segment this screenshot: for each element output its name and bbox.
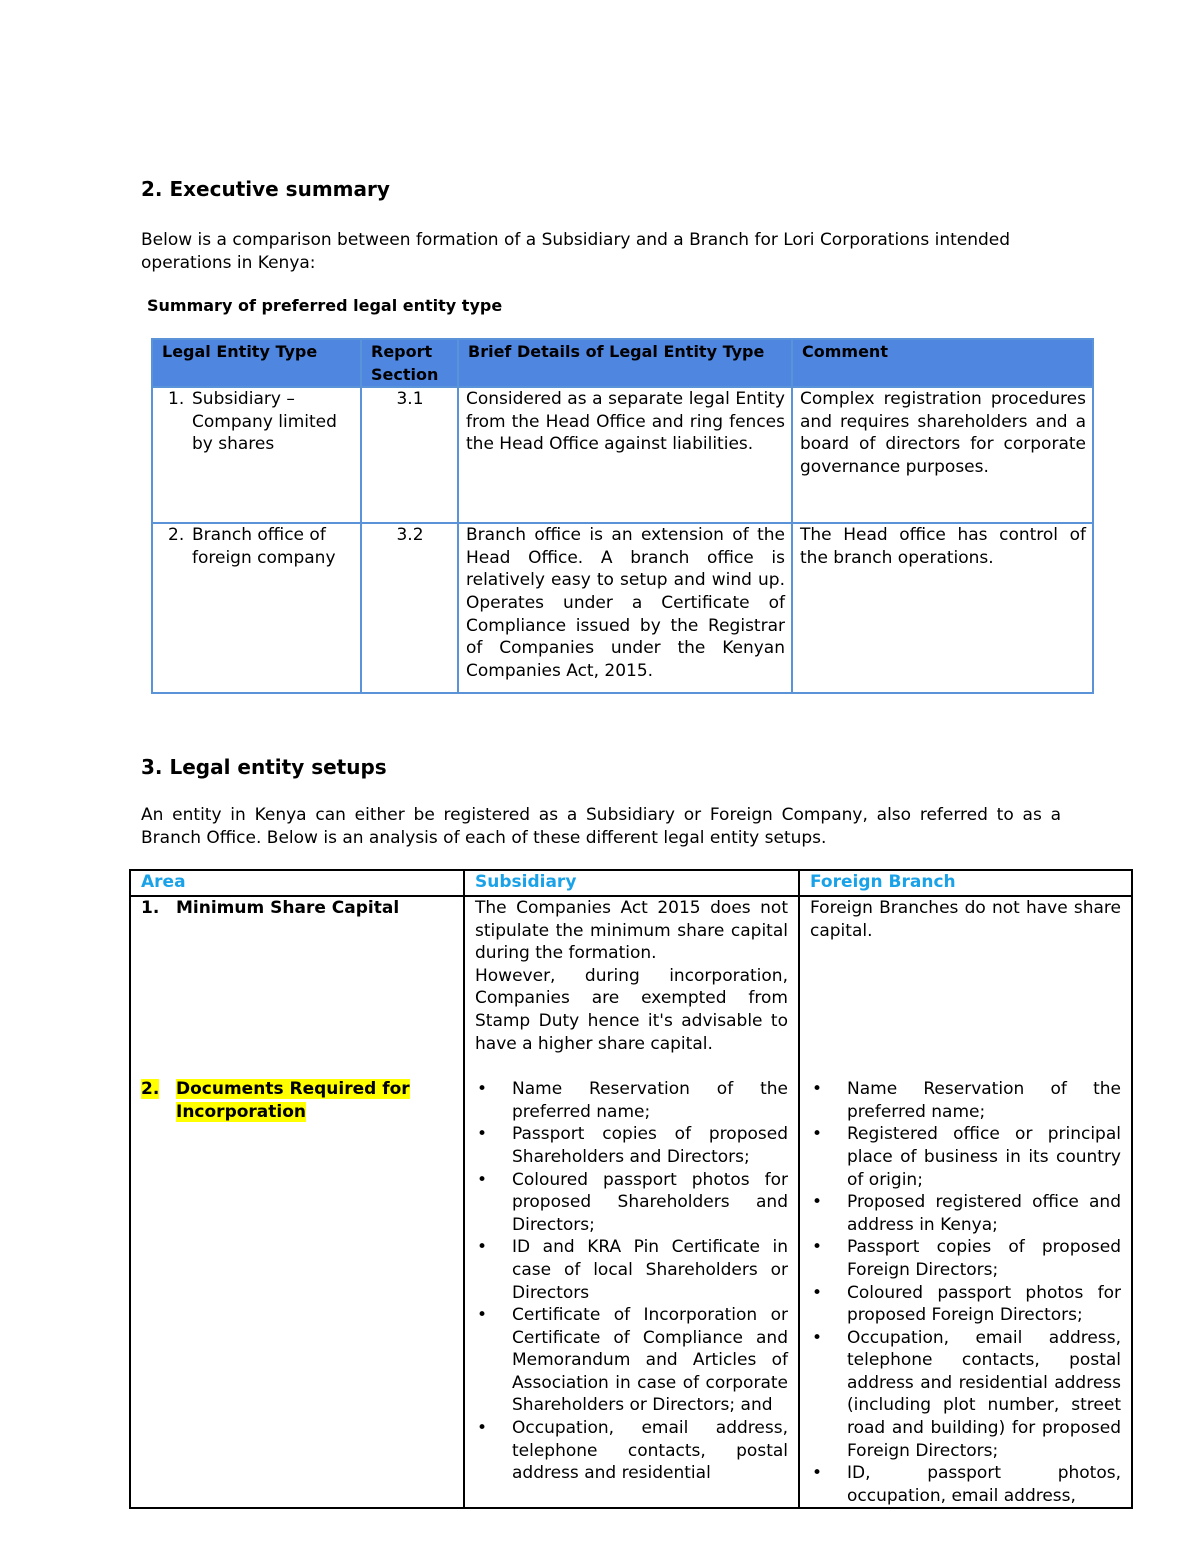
- entity-type: Subsidiary – Company limited by shares: [192, 389, 337, 455]
- header-report-section: Report Section: [361, 339, 458, 387]
- list-item: [810, 1078, 1121, 1123]
- summary-table: [151, 338, 1094, 694]
- subsidiary-paragraph: However, during incorporation, Companies are exempted from Stamp Duty hence it's advisable to have a higher share capital.: [475, 965, 788, 1054]
- list-item-text: Certificate of Incorporation or Certificate of Compliance and Memorandum and Articles of Association in case of corporate Shareholders or Directors; and: [512, 1305, 788, 1416]
- section-2-heading: 2. Executive summary: [141, 177, 390, 201]
- list-item: [810, 1236, 1121, 1281]
- list-item-text: Occupation, email address, telephone contacts, postal address and residential address (including plot number, street road and building) for proposed Foreign Directors;: [847, 1327, 1121, 1461]
- section-2-intro: Below is a comparison between formation of a Subsidiary and a Branch for Lori Corporations intended operations in Kenya:: [141, 230, 1011, 273]
- list-item-text: Name Reservation of the preferred name;: [847, 1079, 1121, 1122]
- table-row: [130, 1078, 1132, 1508]
- bullet-icon: •: [812, 1124, 823, 1145]
- entity-type-cell: [152, 523, 361, 693]
- list-item: [475, 1078, 788, 1123]
- list-item-text: Occupation, email address, telephone contacts, postal address and residential: [512, 1418, 788, 1484]
- header-brief-details: Brief Details of Legal Entity Type: [458, 339, 792, 387]
- subsidiary-cell: [464, 1078, 799, 1508]
- row-number: 2.: [168, 525, 185, 546]
- list-item: [810, 1282, 1121, 1327]
- table-row: [152, 523, 1093, 693]
- bullet-icon: •: [812, 1463, 823, 1484]
- legal-entity-header-row: [130, 870, 1132, 896]
- list-item: [475, 1236, 788, 1304]
- report-section: 3.2: [361, 523, 458, 693]
- header-legal-entity-type: Legal Entity Type: [152, 339, 361, 387]
- legal-entity-table: [129, 869, 1133, 1509]
- list-item-text: Passport copies of proposed Shareholders and Directors;: [512, 1124, 788, 1167]
- bullet-icon: •: [477, 1169, 488, 1190]
- bullet-icon: •: [477, 1124, 488, 1145]
- list-item-text: ID and KRA Pin Certificate in case of local Shareholders or Directors: [512, 1237, 788, 1303]
- entity-type: Branch office of foreign company: [192, 525, 336, 568]
- bullet-icon: •: [477, 1079, 488, 1100]
- list-item-text: Registered office or principal place of business in its country of origin;: [847, 1124, 1121, 1190]
- bullet-icon: •: [812, 1192, 823, 1213]
- list-item-text: Coloured passport photos for proposed Shareholders and Directors;: [512, 1169, 788, 1235]
- header-area: Area: [130, 870, 464, 896]
- bullet-icon: •: [812, 1079, 823, 1100]
- bullet-icon: •: [812, 1237, 823, 1258]
- entity-details: Branch office is an extension of the Head Office. A branch office is relatively easy to setup and wind up. Operates under a Certificate of Compliance issued by the Registrar of Companies under the Kenyan Companies Act, 2015.: [458, 523, 792, 693]
- list-item: [810, 1123, 1121, 1191]
- bullet-icon: •: [477, 1237, 488, 1258]
- section-3-intro: An entity in Kenya can either be registered as a Subsidiary or Foreign Company, also referred to as a Branch Office. Below is an analysis of each of these different legal entity setups.: [141, 805, 1061, 848]
- entity-details: Considered as a separate legal Entity from the Head Office and ring fences the Head Office against liabilities.: [458, 387, 792, 523]
- entity-type-cell: [152, 387, 361, 523]
- report-section: 3.1: [361, 387, 458, 523]
- summary-table-title: Summary of preferred legal entity type: [147, 296, 503, 315]
- area-title: Documents Required for Incorporation: [176, 1079, 410, 1122]
- list-item: [475, 1169, 788, 1237]
- list-item-text: Proposed registered office and address in Kenya;: [847, 1192, 1121, 1235]
- area-number: 1.: [141, 898, 160, 918]
- list-item-text: Passport copies of proposed Foreign Directors;: [847, 1237, 1121, 1280]
- subsidiary-documents-list: [475, 1078, 788, 1485]
- table-row: [130, 896, 1132, 1078]
- section-3-heading: 3. Legal entity setups: [141, 755, 387, 779]
- area-title: Minimum Share Capital: [176, 898, 400, 918]
- list-item-text: ID, passport photos, occupation, email address,: [847, 1463, 1121, 1506]
- list-item-text: Name Reservation of the preferred name;: [512, 1079, 788, 1122]
- header-foreign-branch: Foreign Branch: [799, 870, 1132, 896]
- subsidiary-paragraph: The Companies Act 2015 does not stipulate the minimum share capital during the formation.: [475, 898, 788, 964]
- entity-comment: Complex registration procedures and requires shareholders and a board of directors for corporate governance purposes.: [792, 387, 1093, 523]
- branch-documents-list: [810, 1078, 1121, 1507]
- area-cell: [130, 1078, 464, 1508]
- list-item: [475, 1417, 788, 1485]
- list-item: [810, 1327, 1121, 1463]
- subsidiary-cell: [464, 896, 799, 1078]
- bullet-icon: •: [477, 1305, 488, 1326]
- header-comment: Comment: [792, 339, 1093, 387]
- branch-cell: [799, 1078, 1132, 1508]
- summary-table-header-row: [152, 339, 1093, 387]
- area-cell: [130, 896, 464, 1078]
- list-item: [475, 1304, 788, 1417]
- bullet-icon: •: [477, 1418, 488, 1439]
- branch-cell: Foreign Branches do not have share capital.: [799, 896, 1132, 1078]
- entity-comment: The Head office has control of the branch operations.: [792, 523, 1093, 693]
- row-number: 1.: [168, 389, 185, 410]
- list-item: [810, 1191, 1121, 1236]
- bullet-icon: •: [812, 1327, 823, 1348]
- list-item: [475, 1123, 788, 1168]
- area-number: 2.: [141, 1079, 160, 1100]
- header-subsidiary: Subsidiary: [464, 870, 799, 896]
- table-row: [152, 387, 1093, 523]
- bullet-icon: •: [812, 1282, 823, 1303]
- list-item-text: Coloured passport photos for proposed Foreign Directors;: [847, 1282, 1121, 1326]
- list-item: [810, 1462, 1121, 1507]
